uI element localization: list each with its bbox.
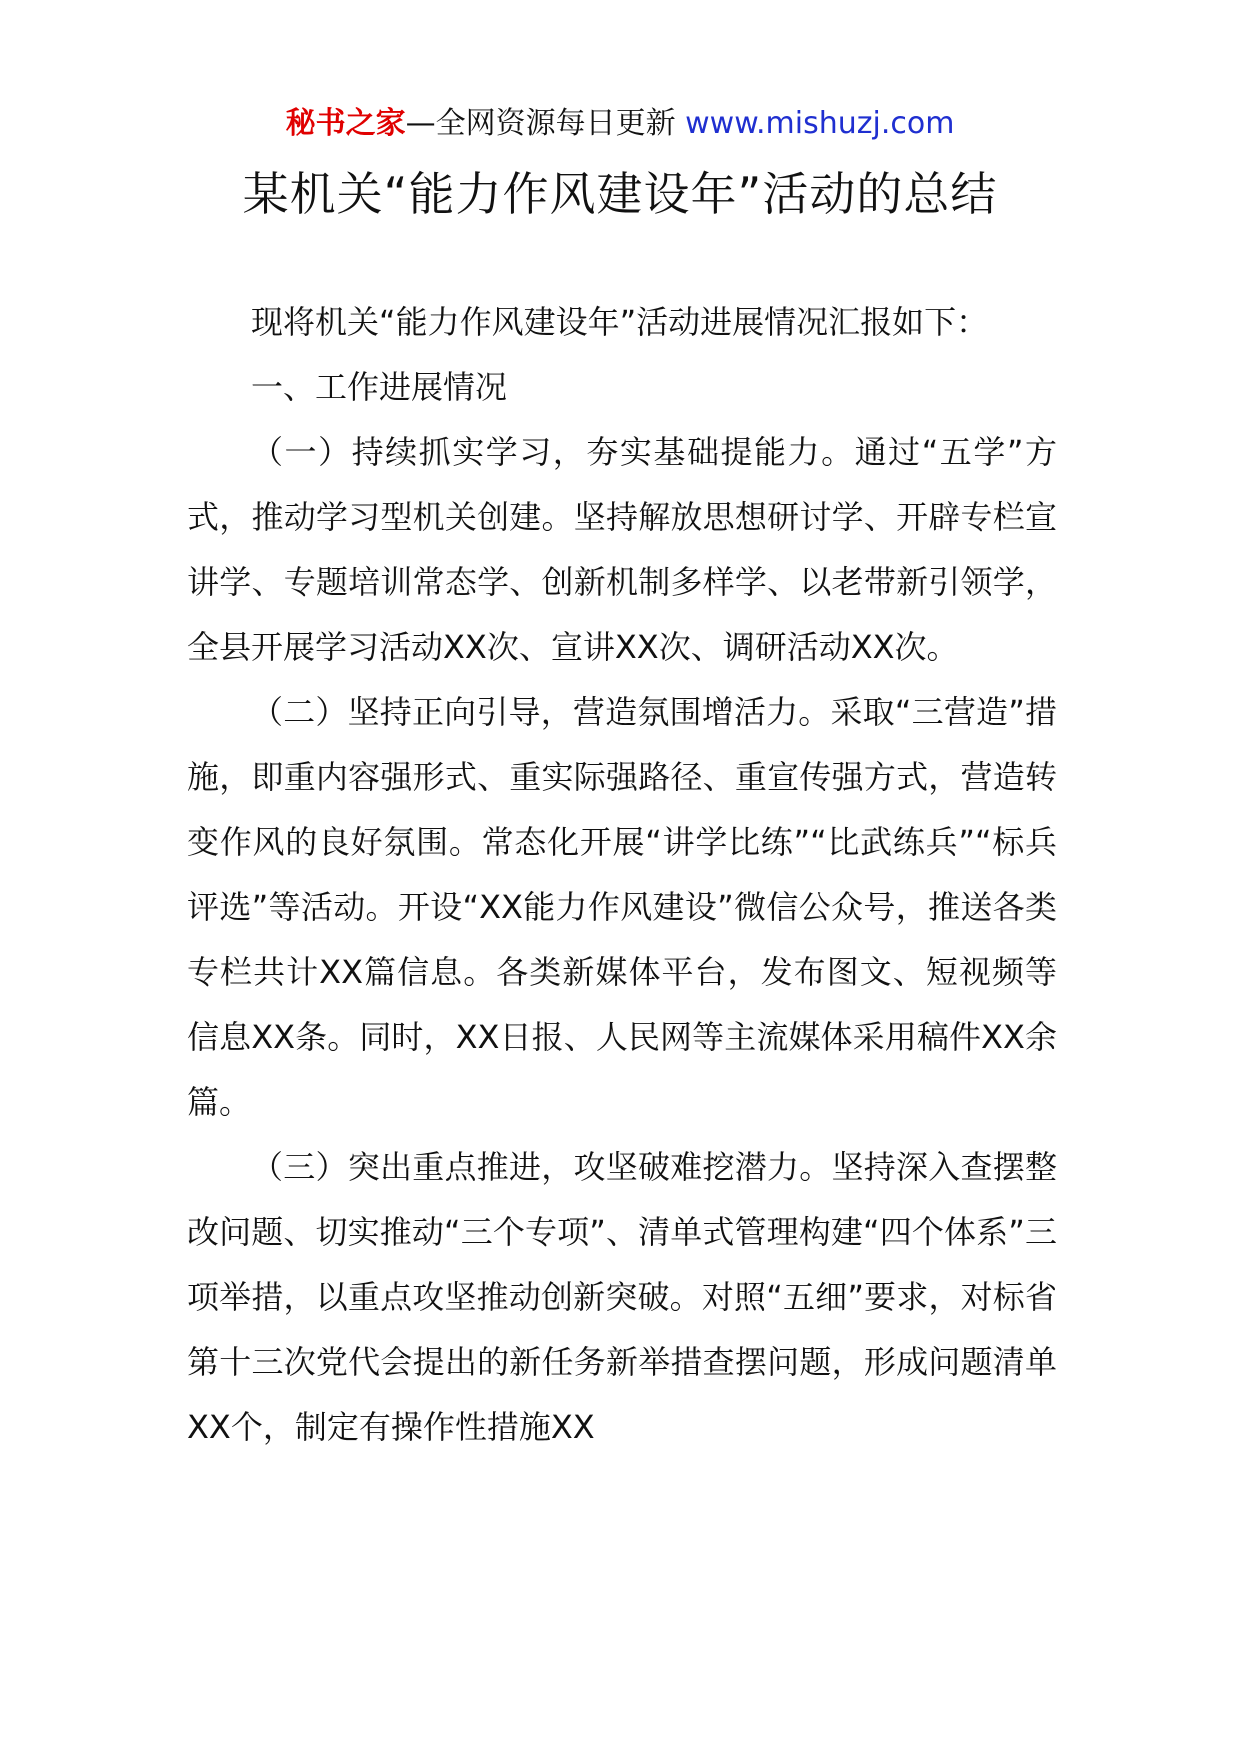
site-url-link[interactable]: www.mishuzj.com	[685, 106, 955, 141]
document-body	[187, 290, 1057, 1460]
site-banner	[0, 102, 1240, 146]
body-paragraph: （三）突出重点推进，攻坚破难挖潜力。坚持深入查摆整改问题、切实推动“三个专项”、清单式管理构建“四个体系”三项举措，以重点攻坚推动创新突破。对照“五细”要求，对标省第十三次党代会提出的新任务新举措查摆问题，形成问题清单XX个，制定有操作性措施XX	[187, 1148, 1057, 1446]
banner-slogan: —全网资源每日更新	[405, 106, 686, 141]
body-paragraph: （一）持续抓实学习，夯实基础提能力。通过“五学”方式，推动学习型机关创建。坚持解放思想研讨学、开辟专栏宣讲学、专题培训常态学、创新机制多样学、以老带新引领学，全县开展学习活动XX次、宣讲XX次、调研活动XX次。	[187, 433, 1057, 666]
intro-paragraph: 现将机关“能力作风建设年”活动进展情况汇报如下：	[251, 303, 989, 341]
brand-name: 秘书之家	[285, 106, 406, 141]
document-title: 某机关“能力作风建设年”活动的总结	[242, 167, 998, 221]
section-heading: 一、工作进展情况	[251, 368, 508, 406]
body-paragraph: （二）坚持正向引导，营造氛围增活力。采取“三营造”措施，即重内容强形式、重实际强路径、重宣传强方式，营造转变作风的良好氛围。常态化开展“讲学比练”“比武练兵”“标兵评选”等活动。开设“XX能力作风建设”微信公众号，推送各类专栏共计XX篇信息。各类新媒体平台，发布图文、短视频等信息XX条。同时，XX日报、人民网等主流媒体采用稿件XX余篇。	[187, 693, 1057, 1121]
